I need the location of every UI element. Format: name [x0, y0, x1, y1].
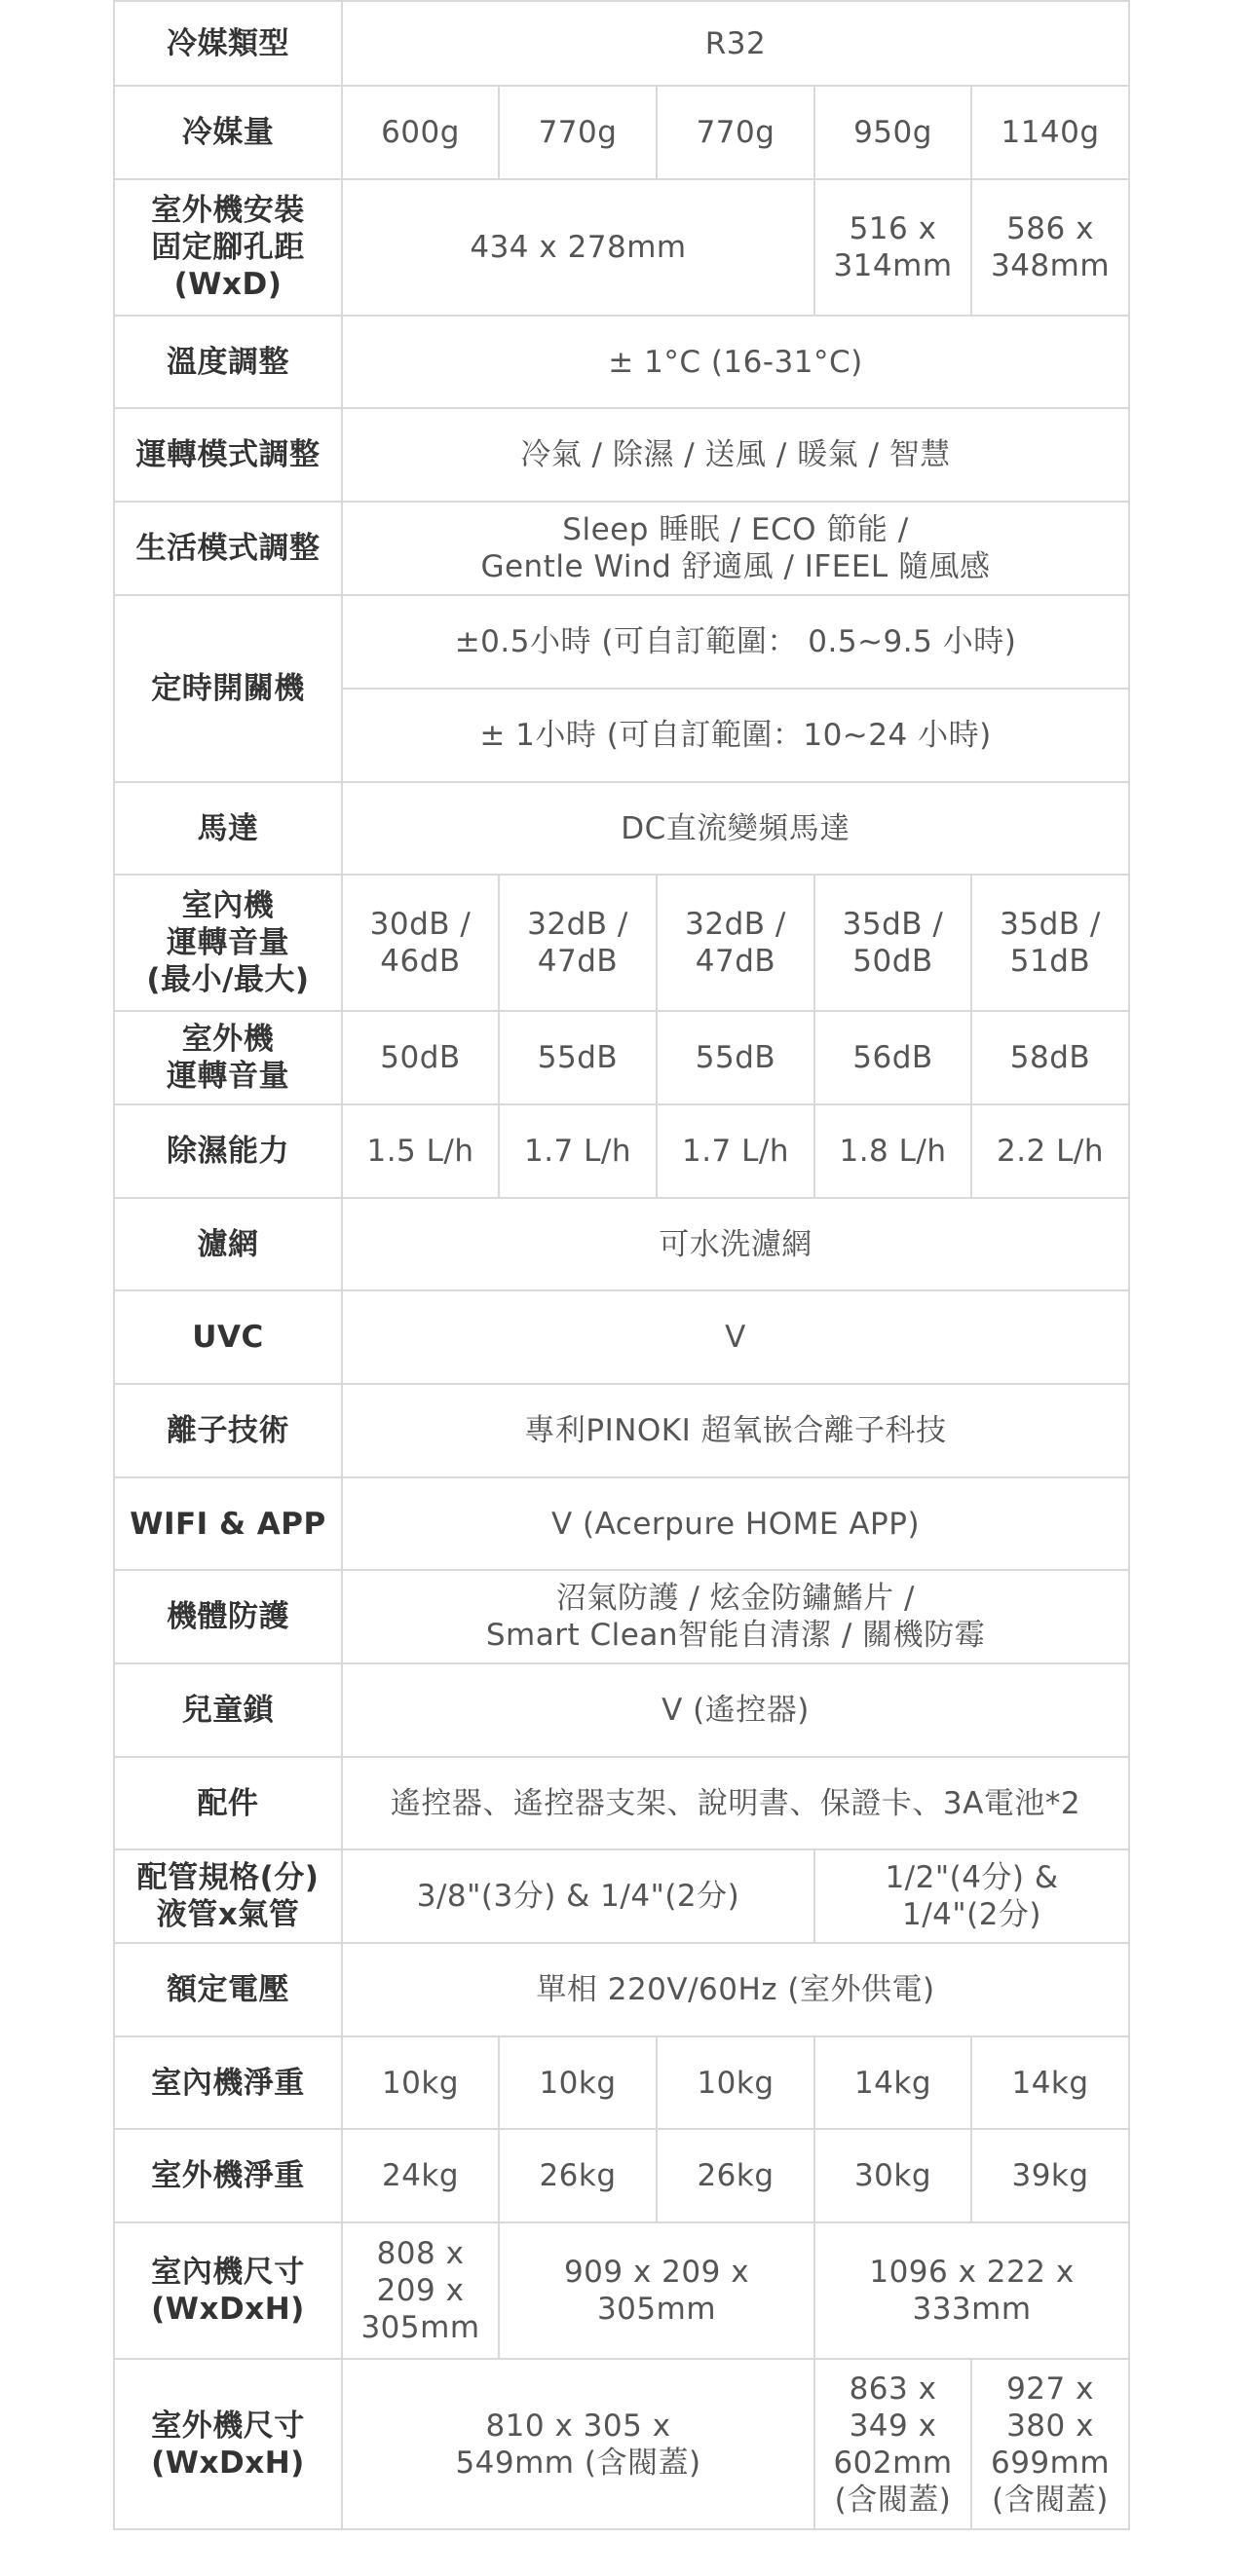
- cell-value: 35dB / 50dB: [814, 875, 971, 1011]
- cell-value: 26kg: [499, 2129, 657, 2222]
- cell-value: Sleep 睡眠 / ECO 節能 / Gentle Wind 舒適風 / IFEEL 隨風感: [342, 502, 1129, 595]
- cell-value: 24kg: [342, 2129, 499, 2222]
- cell-value: 遙控器、遙控器支架、說明書、保證卡、3A電池*2: [342, 1757, 1129, 1849]
- cell-value: ± 1°C (16-31°C): [342, 316, 1129, 408]
- cell-value: 770g: [657, 86, 814, 179]
- cell-value: 516 x 314mm: [814, 179, 971, 316]
- cell-value: 10kg: [657, 2036, 814, 2129]
- cell-value: 927 x 380 x 699mm (含閥蓋): [971, 2359, 1129, 2529]
- row-life-mode: [114, 502, 1129, 595]
- cell-value: DC直流變頻馬達: [342, 782, 1129, 875]
- row-label: WIFI & APP: [114, 1477, 342, 1570]
- cell-value: 909 x 209 x 305mm: [499, 2222, 814, 2359]
- cell-value: 1.5 L/h: [342, 1104, 499, 1198]
- row-temp-adjust: [114, 316, 1129, 408]
- cell-value: 14kg: [971, 2036, 1129, 2129]
- row-label: 配件: [114, 1757, 342, 1849]
- cell-value: 600g: [342, 86, 499, 179]
- row-label: 運轉模式調整: [114, 408, 342, 502]
- row-label: 溫度調整: [114, 316, 342, 408]
- row-label: 離子技術: [114, 1384, 342, 1477]
- cell-value: 專利PINOKI 超氧嵌合離子科技: [342, 1384, 1129, 1477]
- cell-value: 32dB / 47dB: [499, 875, 657, 1011]
- row-refrigerant-type: [114, 1, 1129, 86]
- row-label: 除濕能力: [114, 1104, 342, 1198]
- row-label: 室外機尺寸 (WxDxH): [114, 2359, 342, 2529]
- cell-value: 808 x 209 x 305mm: [342, 2222, 499, 2359]
- cell-value: 58dB: [971, 1011, 1129, 1104]
- row-label: 室外機 運轉音量: [114, 1011, 342, 1104]
- row-indoor-noise: [114, 875, 1129, 1011]
- row-label: UVC: [114, 1290, 342, 1384]
- cell-value: 32dB / 47dB: [657, 875, 814, 1011]
- row-label: 冷媒量: [114, 86, 342, 179]
- row-label: 冷媒類型: [114, 1, 342, 86]
- row-motor: [114, 782, 1129, 875]
- cell-value: 770g: [499, 86, 657, 179]
- row-piping: [114, 1849, 1129, 1943]
- row-label: 室內機 運轉音量 (最小/最大): [114, 875, 342, 1011]
- cell-value: 810 x 305 x 549mm (含閥蓋): [342, 2359, 814, 2529]
- row-outdoor-noise: [114, 1011, 1129, 1104]
- cell-value: 1.8 L/h: [814, 1104, 971, 1198]
- row-accessories: [114, 1757, 1129, 1849]
- row-label: 室內機淨重: [114, 2036, 342, 2129]
- spec-table: [113, 0, 1130, 2530]
- cell-value: 2.2 L/h: [971, 1104, 1129, 1198]
- cell-value: 35dB / 51dB: [971, 875, 1129, 1011]
- row-indoor-size: [114, 2222, 1129, 2359]
- cell-value: 10kg: [499, 2036, 657, 2129]
- cell-value: 1.7 L/h: [657, 1104, 814, 1198]
- row-label: 馬達: [114, 782, 342, 875]
- row-label: 配管規格(分) 液管x氣管: [114, 1849, 342, 1943]
- cell-value: 沼氣防護 / 炫金防鏽鰭片 / Smart Clean智能自清潔 / 關機防霉: [342, 1570, 1129, 1663]
- row-label: 生活模式調整: [114, 502, 342, 595]
- cell-value: 1.7 L/h: [499, 1104, 657, 1198]
- row-label: 室內機尺寸 (WxDxH): [114, 2222, 342, 2359]
- row-label: 定時開關機: [114, 595, 342, 782]
- row-filter: [114, 1198, 1129, 1290]
- cell-value: V: [342, 1290, 1129, 1384]
- cell-value: V (Acerpure HOME APP): [342, 1477, 1129, 1570]
- cell-value: 55dB: [657, 1011, 814, 1104]
- row-outdoor-mount: [114, 179, 1129, 316]
- cell-value: 586 x 348mm: [971, 179, 1129, 316]
- cell-value: 950g: [814, 86, 971, 179]
- cell-value: 56dB: [814, 1011, 971, 1104]
- cell-value: V (遙控器): [342, 1663, 1129, 1757]
- row-refrigerant-amount: [114, 86, 1129, 179]
- cell-value: 30dB / 46dB: [342, 875, 499, 1011]
- row-label: 室外機安裝 固定腳孔距 (WxD): [114, 179, 342, 316]
- cell-value: 50dB: [342, 1011, 499, 1104]
- row-dehumidify: [114, 1104, 1129, 1198]
- cell-value: 冷氣 / 除濕 / 送風 / 暖氣 / 智慧: [342, 408, 1129, 502]
- row-label: 兒童鎖: [114, 1663, 342, 1757]
- row-outdoor-weight: [114, 2129, 1129, 2222]
- row-indoor-weight: [114, 2036, 1129, 2129]
- row-label: 室外機淨重: [114, 2129, 342, 2222]
- row-protection: [114, 1570, 1129, 1663]
- cell-value: 單相 220V/60Hz (室外供電): [342, 1943, 1129, 2036]
- cell-value: R32: [342, 1, 1129, 86]
- cell-value: 26kg: [657, 2129, 814, 2222]
- row-child-lock: [114, 1663, 1129, 1757]
- cell-value: 可水洗濾網: [342, 1198, 1129, 1290]
- cell-value: ±0.5小時 (可自訂範圍： 0.5~9.5 小時): [342, 595, 1129, 689]
- cell-value: 30kg: [814, 2129, 971, 2222]
- cell-value: 39kg: [971, 2129, 1129, 2222]
- row-uvc: [114, 1290, 1129, 1384]
- cell-value: 10kg: [342, 2036, 499, 2129]
- cell-value: 14kg: [814, 2036, 971, 2129]
- row-label: 額定電壓: [114, 1943, 342, 2036]
- row-wifi: [114, 1477, 1129, 1570]
- cell-value: 434 x 278mm: [342, 179, 814, 316]
- row-ion: [114, 1384, 1129, 1477]
- row-label: 濾網: [114, 1198, 342, 1290]
- row-operation-mode: [114, 408, 1129, 502]
- row-timer: [114, 595, 1129, 689]
- row-label: 機體防護: [114, 1570, 342, 1663]
- cell-value: 1096 x 222 x 333mm: [814, 2222, 1129, 2359]
- cell-value: 3/8"(3分) & 1/4"(2分): [342, 1849, 814, 1943]
- row-voltage: [114, 1943, 1129, 2036]
- cell-value: 55dB: [499, 1011, 657, 1104]
- cell-value: 1/2"(4分) & 1/4"(2分): [814, 1849, 1129, 1943]
- cell-value: ± 1小時 (可自訂範圍：10~24 小時): [342, 689, 1129, 782]
- row-outdoor-size: [114, 2359, 1129, 2529]
- cell-value: 863 x 349 x 602mm (含閥蓋): [814, 2359, 971, 2529]
- cell-value: 1140g: [971, 86, 1129, 179]
